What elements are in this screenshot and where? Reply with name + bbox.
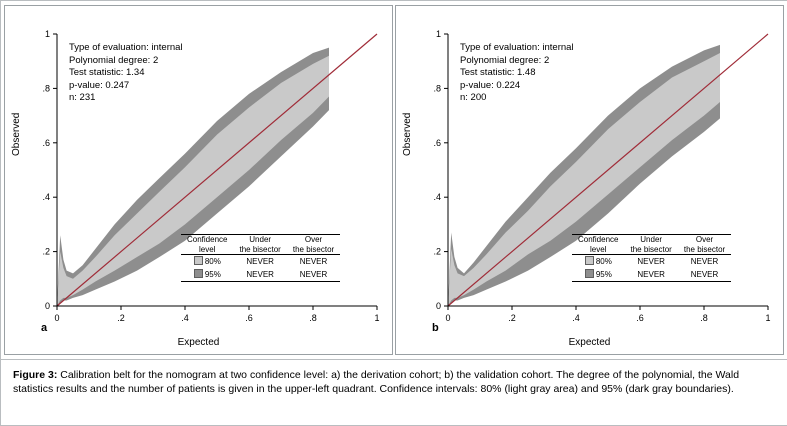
annotation-block-b — [460, 42, 574, 105]
legend-header-over-2-a: the bisector — [292, 244, 335, 254]
legend-level-95-label-a: 95% — [204, 270, 221, 279]
annotation-test-statistic-b: Test statistic: 1.48 — [460, 67, 536, 78]
svg-text:.4: .4 — [433, 192, 441, 203]
annotation-n-a: n: 231 — [69, 92, 96, 103]
svg-text:1: 1 — [435, 29, 441, 39]
legend-swatch-80-icon-a — [194, 256, 203, 265]
y-axis-label-b: Observed — [402, 112, 413, 156]
legend-table-element-b — [572, 234, 731, 282]
panel-letter-a: a — [41, 322, 48, 334]
svg-text:.2: .2 — [42, 246, 50, 257]
svg-text:.6: .6 — [245, 313, 253, 323]
svg-text:0: 0 — [435, 301, 441, 311]
legend-header-over-1-b: Over — [678, 235, 731, 245]
legend-header-confidence-1-b: Confidence — [572, 235, 624, 245]
svg-text:1: 1 — [374, 313, 380, 323]
figure-caption-text: Calibration belt for the nomogram at two confidence level: a) the derivation cohort; b) the validation cohort. The degree of the polynomial, the Wald statistics results and the number of patients is given in the upper-left quadrant. Confidence intervals: 80% (light gray area) and 95% (dark gray boundaries). — [13, 369, 740, 395]
legend-table-element-a — [181, 234, 340, 282]
legend-header-under-1-a: Under — [233, 235, 286, 245]
legend-row-80-b — [572, 255, 731, 269]
legend-header-under-2-b: the bisector — [630, 244, 672, 254]
svg-text:1: 1 — [44, 29, 50, 39]
legend-header-under-1-b: Under — [624, 235, 677, 245]
figure-caption — [1, 359, 787, 425]
svg-text:0: 0 — [44, 301, 50, 311]
annotation-n-b: n: 200 — [460, 92, 487, 103]
legend-level-80-label-a: 80% — [204, 257, 221, 266]
legend-row-95-a — [181, 268, 340, 282]
legend-under-80-b: NEVER — [624, 255, 677, 269]
calibration-plot-svg-b — [396, 6, 783, 354]
legend-over-80-b: NEVER — [678, 255, 731, 269]
panel-letter-b: b — [432, 322, 439, 334]
svg-text:.2: .2 — [117, 313, 125, 323]
legend-header-over-2-b: the bisector — [683, 244, 726, 254]
annotation-type-of-evaluation-a: Type of evaluation: internal — [69, 42, 183, 53]
svg-text:.4: .4 — [42, 192, 50, 203]
legend-row-80-a — [181, 255, 340, 269]
annotation-polynomial-degree-b: Polynomial degree: 2 — [460, 54, 550, 66]
figure-caption-label: Figure 3: — [13, 369, 58, 381]
calibration-belt-panel-b — [395, 5, 784, 355]
svg-text:.8: .8 — [42, 83, 50, 94]
legend-under-95-b: NEVER — [624, 268, 677, 282]
svg-text:.4: .4 — [572, 313, 580, 323]
panels-area — [1, 1, 787, 359]
legend-level-95-b — [572, 268, 624, 282]
legend-swatch-95-icon-a — [194, 269, 203, 278]
svg-text:0: 0 — [445, 313, 451, 323]
plot-area-b — [396, 6, 783, 354]
legend-level-95-label-b: 95% — [595, 270, 612, 279]
svg-text:.6: .6 — [433, 137, 441, 148]
legend-over-80-a: NEVER — [287, 255, 340, 269]
svg-text:.6: .6 — [636, 313, 644, 323]
svg-text:.8: .8 — [700, 313, 708, 323]
svg-text:0: 0 — [54, 313, 60, 323]
legend-under-95-a: NEVER — [233, 268, 286, 282]
annotation-test-statistic-a: Test statistic: 1.34 — [69, 67, 145, 78]
svg-text:.2: .2 — [508, 313, 516, 323]
legend-header-confidence-2-b: level — [590, 244, 607, 254]
legend-swatch-95-icon-b — [585, 269, 594, 278]
svg-text:.8: .8 — [309, 313, 317, 323]
svg-text:.8: .8 — [433, 83, 441, 94]
legend-header-over-1-a: Over — [287, 235, 340, 245]
annotation-polynomial-degree-a: Polynomial degree: 2 — [69, 54, 159, 66]
y-axis-label-a: Observed — [11, 112, 22, 156]
legend-under-80-a: NEVER — [233, 255, 286, 269]
calibration-belt-panel-a — [4, 5, 393, 355]
calibration-plot-svg-a — [5, 6, 392, 354]
svg-text:.6: .6 — [42, 137, 50, 148]
legend-header-confidence-2-a: level — [199, 244, 216, 254]
legend-over-95-b: NEVER — [678, 268, 731, 282]
legend-header-row-line1-a — [181, 235, 340, 245]
legend-level-95-a — [181, 268, 233, 282]
legend-header-row-line2-b — [572, 245, 731, 255]
legend-header-row-line1-b — [572, 235, 731, 245]
legend-header-confidence-1-a: Confidence — [181, 235, 233, 245]
legend-over-95-a: NEVER — [287, 268, 340, 282]
legend-header-row-line2-a — [181, 245, 340, 255]
svg-text:.4: .4 — [181, 313, 189, 323]
svg-text:1: 1 — [765, 313, 771, 323]
legend-header-under-2-a: the bisector — [239, 244, 281, 254]
legend-table-a — [181, 234, 340, 282]
svg-text:.2: .2 — [433, 246, 441, 257]
annotation-p-value-b: p-value: 0.224 — [460, 79, 521, 91]
x-axis-label-b: Expected — [568, 337, 611, 348]
legend-swatch-80-icon-b — [585, 256, 594, 265]
annotation-p-value-a: p-value: 0.247 — [69, 79, 130, 91]
plot-area-a — [5, 6, 392, 354]
legend-level-80-label-b: 80% — [595, 257, 612, 266]
annotation-block-a — [69, 42, 183, 105]
legend-level-80-a — [181, 255, 233, 269]
legend-row-95-b — [572, 268, 731, 282]
annotation-type-of-evaluation-b: Type of evaluation: internal — [460, 42, 574, 53]
x-axis-label-a: Expected — [177, 337, 220, 348]
legend-level-80-b — [572, 255, 624, 269]
legend-table-b — [572, 234, 731, 282]
